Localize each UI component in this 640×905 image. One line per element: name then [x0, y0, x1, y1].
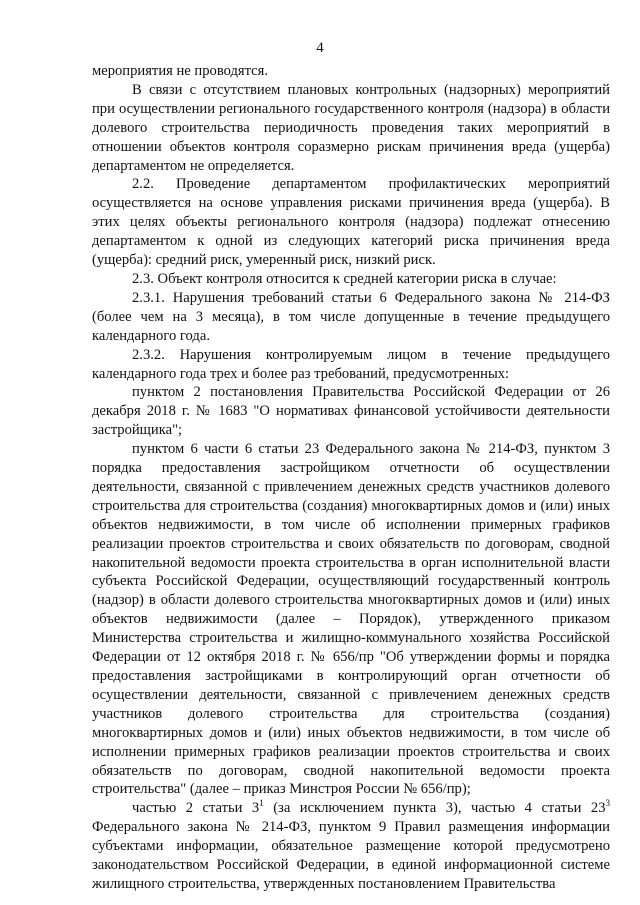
- paragraph-2-3: 2.3. Объект контроля относится к средней категории риска в случае:: [132, 270, 557, 287]
- clause-text-part1: частью 2 статьи 3: [132, 800, 260, 817]
- document-body: [92, 62, 610, 894]
- clause-text-part2: (за исключением пункта 3), частью 4 статьи 23: [263, 800, 606, 817]
- paragraph-2-2: 2.2. Проведение департаментом профилактических мероприятий осуществляется на основе управления рисками причинения вреда (ущерба). В этих целях объекты регионального контроля (надзора) подлежат отнесению департаментом к одной из следующих категорий риска причинения вреда (ущерба): средний риск, умеренный риск, низкий риск.: [92, 176, 610, 269]
- superscript-1: 1: [259, 798, 264, 809]
- paragraph-2-3-1: 2.3.1. Нарушения требований статьи 6 Федерального закона № 214-ФЗ (более чем на 3 месяца), в том числе допущенные в течение предыдущего календарного года.: [92, 289, 610, 344]
- paragraph-2-3-2: 2.3.2. Нарушения контролируемым лицом в течение предыдущего календарного года трех и более раз требований, предусмотренных:: [92, 346, 610, 382]
- paragraph-continuation: мероприятия не проводятся.: [92, 63, 269, 79]
- paragraph-periodicity: В связи с отсутствием плановых контрольных (надзорных) мероприятий при осуществлении регионального государственного контроля (надзора) в области долевого строительства периодичность проведения таких мероприятий в отношении объектов контроля соразмерно рискам причинения вреда (ущерба) департаментом не определяется.: [92, 81, 610, 174]
- paragraph-clause-1683: пунктом 2 постановления Правительства Российской Федерации от 26 декабря 2018 г. № 1683 "О нормативах финансовой устойчивости деятельности застройщика";: [92, 384, 610, 439]
- superscript-3: 3: [605, 798, 610, 809]
- paragraph-clause-656: пунктом 6 части 6 статьи 23 Федерального закона № 214-ФЗ, пунктом 3 порядка предоставления застройщиком отчетности об осуществлении деятельности, связанной с привлечением денежных средств участников долевого строительства для строительства (создания) многоквартирных домов и (или) иных объектов недвижимости, в том числе об исполнении примерных графиков реализации проектов строительства и своих обязательств по договорам, сводной накопительной ведомости проекта строительства в орган исполнительной власти субъекта Российской Федерации, осуществляющий государственный контроль (надзор) в области долевого строительства многоквартирных домов и (или) иных объектов недвижимости (далее – Порядок), утвержденного приказом Министерства строительства и жилищно-коммунального хозяйства Российской Федерации от 12 октября 2018 г. № 656/пр "Об утверждении формы и порядка предоставления застройщиками в контролирующий орган отчетности об осуществлении деятельности, связанной с привлечением денежных средств участников долевого строительства для строительства (создания) многоквартирных домов и (или) иных объектов недвижимости, в том числе об исполнении примерных графиков реализации проектов строительства и своих обязательств по договорам, сводной накопительной ведомости проекта строительства" (далее – приказ Минстроя России № 656/пр);: [92, 441, 610, 798]
- paragraph-clause-214: [92, 799, 610, 894]
- page-number: 4: [316, 40, 324, 56]
- clause-text-part3: Федерального закона № 214-ФЗ, пунктом 9 Правил размещения информации субъектами информации, обязательное размещение которой предусмотрено законодательством Российской Федерации, в единой информационной системе жилищного строительства, утвержденных постановлением Правительства: [92, 819, 610, 892]
